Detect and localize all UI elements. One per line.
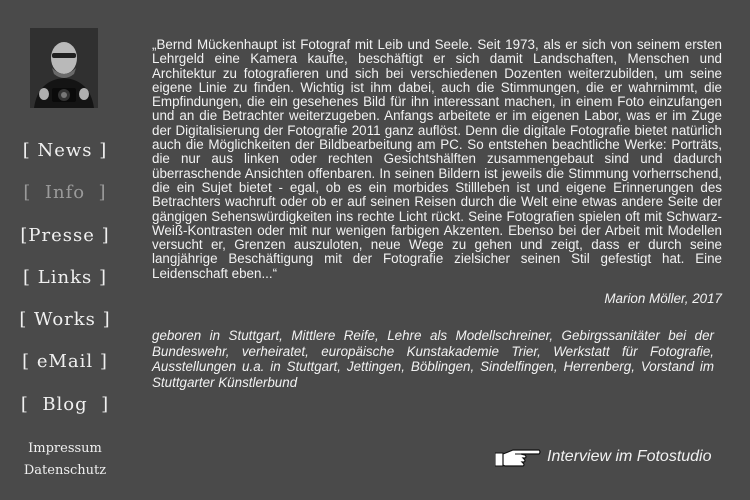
quote-author: Marion Möller, 2017 xyxy=(604,291,722,307)
vita-text: geboren in Stuttgart, Mittlere Reife, Lehre als Modellschreiner, Gebirgssanitäter bei der Bundeswehr, verheiratet, europäische Kunstakademie Trier, Werkstatt für Fotografie, Ausstellungen u.a. in Stuttgart, Jettingen, Böblingen, Sindelfingen, Herrenberg, Vorstand im Stuttgarter Künstlerbund xyxy=(152,328,714,390)
main-navigation xyxy=(0,132,130,428)
nav-works-link[interactable]: [ Works ] xyxy=(19,309,111,331)
nav-news-link[interactable]: [ News ] xyxy=(22,140,108,161)
main-content xyxy=(152,38,722,390)
portrait-photo xyxy=(30,28,98,108)
nav-links-link[interactable]: [ Links ] xyxy=(23,266,107,288)
nav-presse-link[interactable]: [Presse ] xyxy=(20,224,110,246)
bio-quote: „Bernd Mückenhaupt ist Fotograf mit Leib und Seele. Seit 1973, als er sich von seinem ersten Lehrgeld eine Kamera kaufte, beschäftigt er sich damit Landschaften, Menschen und Architektur zu fotografieren und sich bei verschiedenen Dozenten weiterzubilden, um seine eigene Linie zu finden. Wichtig ist ihm dabei, auch die Stimmungen, die er wahrnimmt, die Empfindungen, die ein gesehenes Bild für ihn interessant machen, in einem Foto einzufangen und an die Betrachter weiterzugeben. Anfangs arbeitete er im eigenen Labor, was er im Zuge der Digitalisierung der Fotografie 2011 ganz auflöst. Denn die digitale Fotografie bietet natürlich auch die Möglichkeiten der Bildbearbeitung am PC. So entstehen beachtliche Werke: Porträts, die nur aus linken oder rechten Gesichtshälften zusammengebaut sind und dadurch überraschende Ansichten offenbaren. In seinen Bildern ist jeweils die Stimmung vorherrschend, die ein Sujet bietet - egal, ob es ein morbides Stillleben ist und eigene Erinnerungen des Betrachters wachruft oder ob er auf seinen Reisen durch die Welt eine etwas andere Seite der gängigen Sehenswürdigkeiten ins rechte Licht rückt. Seine Fotografien spielen oft mit Schwarz-Weiß-Kontrasten oder mit nur wenigen farbigen Akzenten. Ebenso bei der Arbeit mit Modellen versucht er, Grenzen auszuloten, neue Wege zu gehen und zeigt, dass er durch seine langjährige Beschäftigung mit der Fotografie zielsicher seinen Stil gefestigt hat. Eine Leidenschaft eben...“ xyxy=(152,37,722,281)
portrait-image xyxy=(30,28,98,108)
nav-email-link[interactable]: [ eMail ] xyxy=(22,351,108,373)
pointing-hand-icon xyxy=(495,446,541,468)
impressum-link[interactable]: Impressum xyxy=(28,441,102,456)
nav-info-link[interactable]: [ Info ] xyxy=(23,182,107,204)
datenschutz-link[interactable]: Datenschutz xyxy=(23,463,107,478)
sidebar xyxy=(0,0,130,500)
interview-link[interactable] xyxy=(495,444,712,470)
interview-label: Interview im Fotostudio xyxy=(547,448,712,465)
nav-blog-link[interactable]: [ Blog ] xyxy=(20,393,110,415)
footer-links xyxy=(0,438,130,482)
